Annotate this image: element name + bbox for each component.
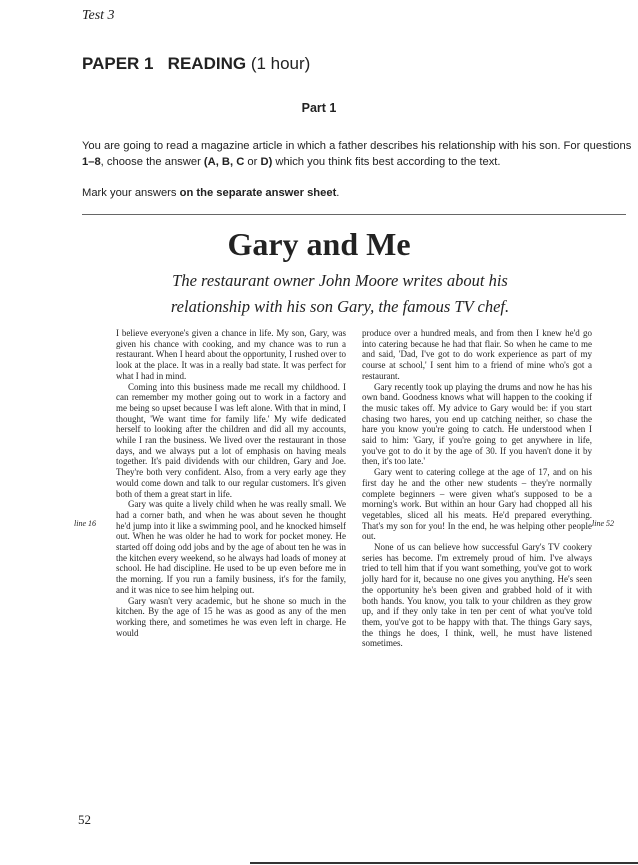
bottom-divider bbox=[250, 862, 638, 864]
line-marker-52: line 52 bbox=[592, 519, 614, 528]
instructions-mid: , choose the answer bbox=[100, 156, 201, 168]
test-label: Test 3 bbox=[82, 8, 115, 23]
instructions-or: or bbox=[247, 156, 258, 168]
paragraph: Coming into this business made me recall my childhood. I can remember my mother going out to work in a factory and me being so upset because I was left alone. With that in mind, I thought, 'We want time for family life.' My wife dedicated herself to looking after the children and did all my accounts, while I ran the business. We lived over the restaurant in those days, and we always put a lot of emphasis on having meals together. It's paid dividends with our children, Gary and Joe. They're both very confident. Also, from a very early age they would come down and talk to our regular customers. It's given both of them a great start in life. bbox=[116, 381, 346, 499]
paragraph: Gary recently took up playing the drums and now he has his own band. Goodness knows what will happen to the cooking if the music takes off. My advice to Gary would be: if you start chasing two hares, you end up catching neither, so chase the hare you know you're going to catch. He understood when I said to him: 'Gary, if you're going to get anywhere in life, you've got to do it by the age of 30. If you haven't done it by then, it's too late.' bbox=[362, 381, 592, 467]
instructions bbox=[82, 138, 634, 170]
paragraph: Gary went to catering college at the age of 17, and on his first day he and the other new students – they're normally complete beginners – were given what's supposed to be a morning's work. But within an hour Gary had chopped all his vegetables, sliced all his meats. He'd prepared everything. That's my son for you! In the end, he was helping other people out. bbox=[362, 467, 592, 542]
question-range: 1–8 bbox=[82, 156, 101, 168]
paper-number: PAPER 1 bbox=[82, 54, 154, 73]
section-divider bbox=[82, 214, 626, 215]
mark-instructions bbox=[82, 187, 634, 199]
paragraph: Gary was quite a lively child when he was really small. We had a corner bath, and when he was about seven he thought he'd jump into it like a swimming pool, and he knocked himself out. When he was older he had to work for pocket money. He started off doing odd jobs and by the age of about ten he was in the kitchen every weekend, so he always had loads of money at school. He had discipline. He used to be up even before me in the morning. If you run a family business, it's for the family, and it was nice to see him helping out. bbox=[116, 499, 346, 595]
part-heading: Part 1 bbox=[301, 101, 337, 115]
paper-heading bbox=[82, 54, 310, 74]
paper-duration: (1 hour) bbox=[250, 54, 311, 73]
instructions-end: which you think fits best according to the text. bbox=[275, 156, 501, 168]
instructions-intro: You are going to read a magazine article in which a father describes his relationship with his son. For questions bbox=[82, 140, 632, 152]
page-number: 52 bbox=[78, 812, 91, 827]
paper-name: READING bbox=[167, 54, 247, 73]
answer-last-option: D) bbox=[260, 156, 273, 168]
mark-bold: on the separate answer sheet bbox=[179, 187, 337, 199]
article-left-column bbox=[116, 328, 346, 638]
paragraph: Gary wasn't very academic, but he shone so much in the kitchen. By the age of 15 he was as good as any of the men working there, and sometimes he was even left in charge. He would bbox=[116, 595, 346, 638]
answer-options: (A, B, C bbox=[203, 156, 245, 168]
article-title: Gary and Me bbox=[227, 226, 411, 262]
article-subtitle: The restaurant owner John Moore writes about his relationship with his son Gary, the famous TV chef. bbox=[170, 271, 510, 316]
line-marker-16: line 16 bbox=[74, 519, 96, 528]
paragraph: I believe everyone's given a chance in life. My son, Gary, was given his chance with cooking, and my chance was to run a restaurant. When I heard about the opportunity, I rushed over to look at the place. It was in a really bad state. It was perfect for what I had in mind. bbox=[116, 328, 346, 381]
mark-suffix: . bbox=[336, 187, 340, 199]
article-right-column bbox=[362, 328, 592, 649]
paragraph: None of us can believe how successful Gary's TV cookery series has become. I'm extremely proud of him. I've always tried to tell him that if you want something, you've got to work jolly hard for it, because no one gives you anything. He's seen the opportunity he's been given and grabbed hold of it with both hands. You know, you talk to your children as they grow up, and if they only take in ten per cent of what you've told them, you've got to be happy with that. The things Gary says, the things he does, I think, well, he must have listened sometimes. bbox=[362, 542, 592, 649]
paragraph: produce over a hundred meals, and from then I knew he'd go into catering because he had that flair. So when he came to me and said, 'Dad, I've got to do work experience as part of my course at school,' I sent him to a friend of mine who's got a restaurant. bbox=[362, 328, 592, 381]
mark-prefix: Mark your answers bbox=[82, 187, 177, 199]
